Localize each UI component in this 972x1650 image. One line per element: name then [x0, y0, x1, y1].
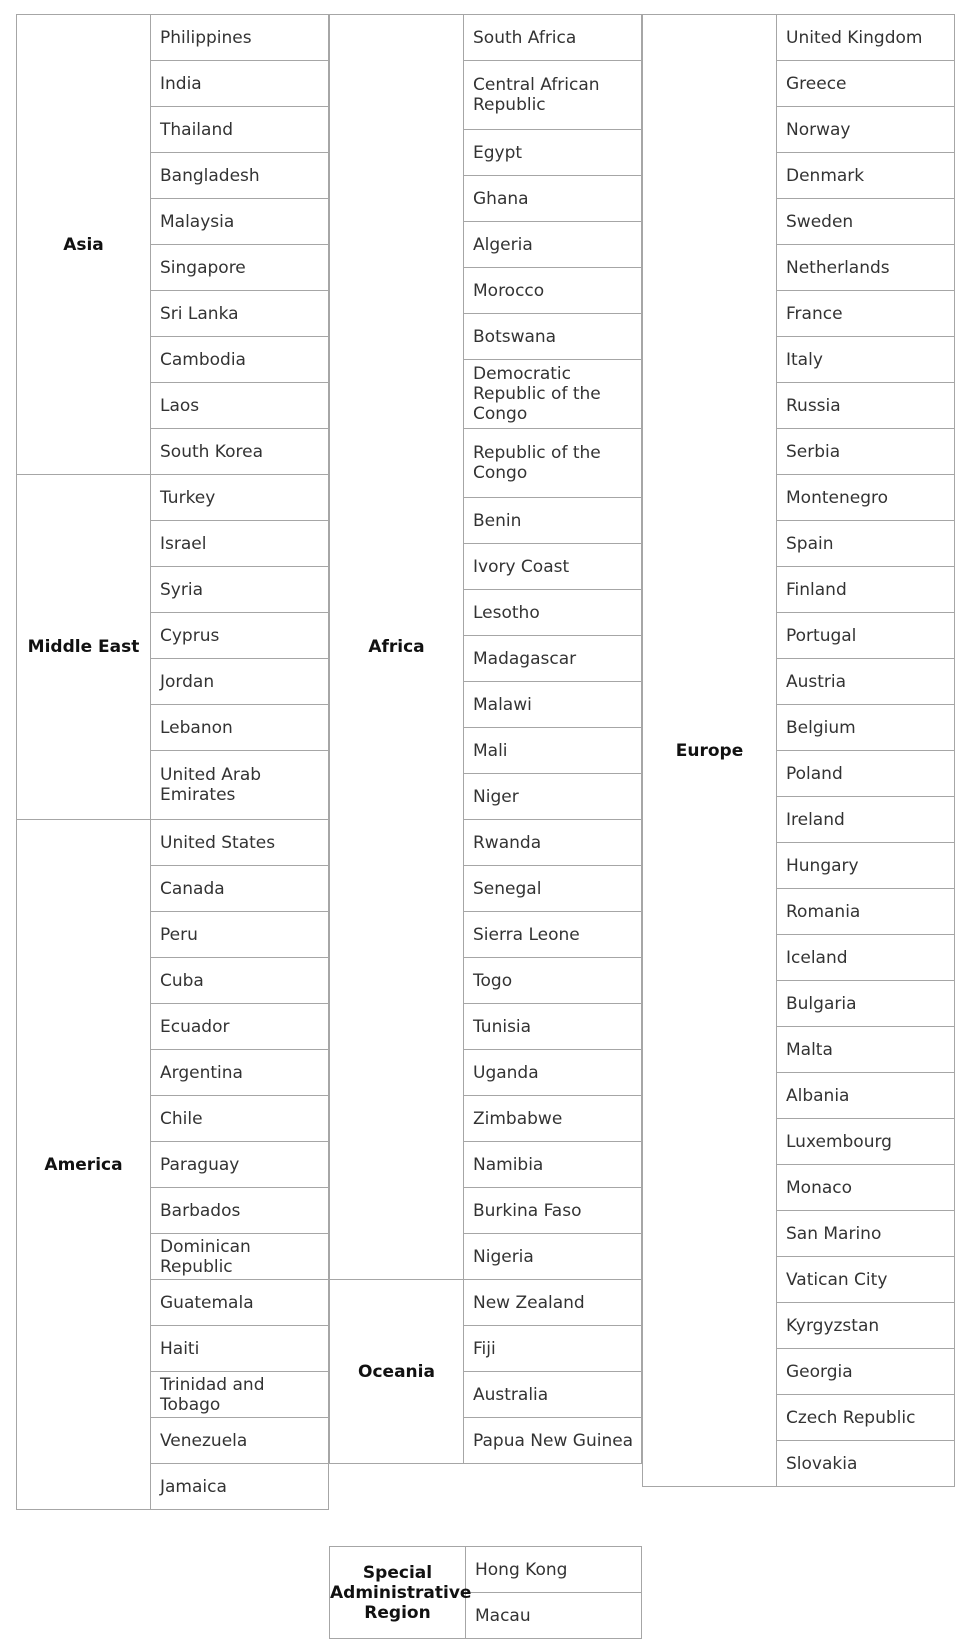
country-cell: Morocco: [464, 268, 642, 314]
table-row: [17, 475, 329, 521]
country-cell: Malawi: [464, 682, 642, 728]
country-cell: Poland: [777, 751, 955, 797]
country-cell: South Korea: [151, 429, 329, 475]
country-cell: Ecuador: [151, 1004, 329, 1050]
table-row: [17, 15, 329, 61]
region-table-column-1: [16, 14, 329, 1510]
country-cell: Israel: [151, 521, 329, 567]
country-cell: Fiji: [464, 1326, 642, 1372]
region-table-column-2: [329, 14, 642, 1464]
country-cell: Cyprus: [151, 613, 329, 659]
country-cell: India: [151, 61, 329, 107]
country-cell: Botswana: [464, 314, 642, 360]
country-cell: Ireland: [777, 797, 955, 843]
country-cell: Singapore: [151, 245, 329, 291]
country-cell: Madagascar: [464, 636, 642, 682]
country-cell: Denmark: [777, 153, 955, 199]
country-cell: Democratic Republic of the Congo: [464, 360, 642, 429]
country-cell: Austria: [777, 659, 955, 705]
country-cell: Togo: [464, 958, 642, 1004]
country-cell: Egypt: [464, 130, 642, 176]
country-cell: Spain: [777, 521, 955, 567]
country-cell: Sweden: [777, 199, 955, 245]
region-label-europe: Europe: [643, 15, 777, 1487]
country-cell: Philippines: [151, 15, 329, 61]
country-cell: Guatemala: [151, 1280, 329, 1326]
country-cell: Italy: [777, 337, 955, 383]
country-cell: Tunisia: [464, 1004, 642, 1050]
table-row: [330, 15, 642, 61]
country-cell: Iceland: [777, 935, 955, 981]
country-cell: Canada: [151, 866, 329, 912]
country-cell: Australia: [464, 1372, 642, 1418]
table-row: [330, 1547, 642, 1593]
country-cell: Senegal: [464, 866, 642, 912]
country-cell: Chile: [151, 1096, 329, 1142]
country-cell: Albania: [777, 1073, 955, 1119]
country-cell: Haiti: [151, 1326, 329, 1372]
region-table-column-3: [642, 14, 955, 1487]
country-cell: Namibia: [464, 1142, 642, 1188]
country-cell: Burkina Faso: [464, 1188, 642, 1234]
country-cell: Cambodia: [151, 337, 329, 383]
country-cell: South Africa: [464, 15, 642, 61]
country-cell: Malta: [777, 1027, 955, 1073]
table-row: [643, 15, 955, 61]
country-cell: Argentina: [151, 1050, 329, 1096]
country-cell: Lesotho: [464, 590, 642, 636]
country-cell: Monaco: [777, 1165, 955, 1211]
country-cell: France: [777, 291, 955, 337]
country-cell: United States: [151, 820, 329, 866]
region-label-oceania: Oceania: [330, 1280, 464, 1464]
country-cell: Belgium: [777, 705, 955, 751]
country-cell: New Zealand: [464, 1280, 642, 1326]
country-cell: Dominican Republic: [151, 1234, 329, 1280]
country-cell: Montenegro: [777, 475, 955, 521]
region-label-special-administrative-region: Special Administrative Region: [330, 1547, 466, 1639]
country-cell: Lebanon: [151, 705, 329, 751]
country-cell: Jordan: [151, 659, 329, 705]
country-cell: Niger: [464, 774, 642, 820]
country-cell: Sri Lanka: [151, 291, 329, 337]
country-cell: San Marino: [777, 1211, 955, 1257]
country-cell: Syria: [151, 567, 329, 613]
country-cell: Vatican City: [777, 1257, 955, 1303]
country-cell: Georgia: [777, 1349, 955, 1395]
region-label-middle-east: Middle East: [17, 475, 151, 820]
country-cell: Laos: [151, 383, 329, 429]
country-cell: Hong Kong: [466, 1547, 642, 1593]
country-cell: Republic of the Congo: [464, 429, 642, 498]
country-cell: Rwanda: [464, 820, 642, 866]
country-cell: United Kingdom: [777, 15, 955, 61]
country-cell: Zimbabwe: [464, 1096, 642, 1142]
country-cell: Barbados: [151, 1188, 329, 1234]
country-cell: Thailand: [151, 107, 329, 153]
country-cell: Ivory Coast: [464, 544, 642, 590]
country-cell: Peru: [151, 912, 329, 958]
country-cell: United Arab Emirates: [151, 751, 329, 820]
country-cell: Romania: [777, 889, 955, 935]
country-cell: Sierra Leone: [464, 912, 642, 958]
country-cell: Norway: [777, 107, 955, 153]
country-cell: Hungary: [777, 843, 955, 889]
country-cell: Malaysia: [151, 199, 329, 245]
country-cell: Nigeria: [464, 1234, 642, 1280]
table-row: [17, 820, 329, 866]
country-cell: Turkey: [151, 475, 329, 521]
country-cell: Jamaica: [151, 1464, 329, 1510]
country-cell: Macau: [466, 1593, 642, 1639]
region-label-america: America: [17, 820, 151, 1510]
country-cell: Slovakia: [777, 1441, 955, 1487]
country-cell: Russia: [777, 383, 955, 429]
region-label-asia: Asia: [17, 15, 151, 475]
country-cell: Kyrgyzstan: [777, 1303, 955, 1349]
country-cell: Cuba: [151, 958, 329, 1004]
country-cell: Luxembourg: [777, 1119, 955, 1165]
country-cell: Central African Republic: [464, 61, 642, 130]
country-cell: Czech Republic: [777, 1395, 955, 1441]
country-cell: Benin: [464, 498, 642, 544]
country-cell: Venezuela: [151, 1418, 329, 1464]
country-cell: Bulgaria: [777, 981, 955, 1027]
country-cell: Greece: [777, 61, 955, 107]
country-cell: Finland: [777, 567, 955, 613]
country-cell: Netherlands: [777, 245, 955, 291]
country-cell: Mali: [464, 728, 642, 774]
table-row: [330, 1280, 642, 1326]
region-label-africa: Africa: [330, 15, 464, 1280]
country-cell: Trinidad and Tobago: [151, 1372, 329, 1418]
country-cell: Portugal: [777, 613, 955, 659]
country-cell: Uganda: [464, 1050, 642, 1096]
country-cell: Serbia: [777, 429, 955, 475]
country-cell: Bangladesh: [151, 153, 329, 199]
country-cell: Papua New Guinea: [464, 1418, 642, 1464]
special-administrative-region-table: [329, 1546, 642, 1639]
country-cell: Paraguay: [151, 1142, 329, 1188]
country-cell: Ghana: [464, 176, 642, 222]
country-cell: Algeria: [464, 222, 642, 268]
